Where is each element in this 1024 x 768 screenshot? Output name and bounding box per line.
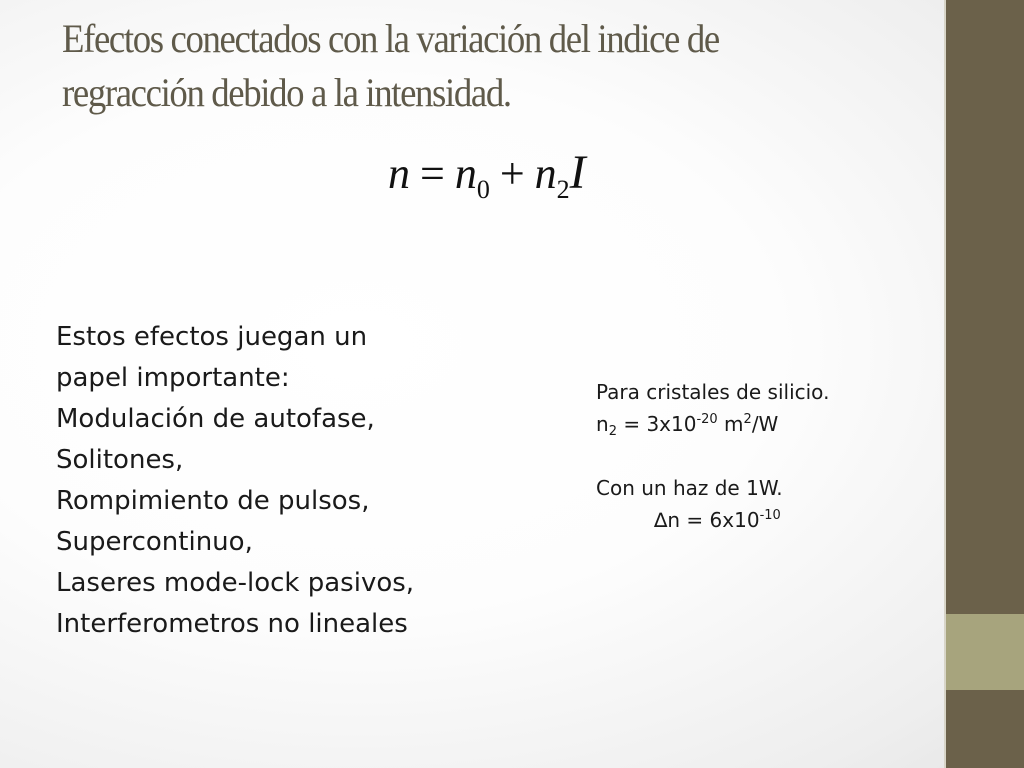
n2-eq: = 3x10 (616, 412, 697, 436)
delta-symbol: ∆ (654, 508, 668, 532)
n2-unit-base: m (717, 412, 744, 436)
spacer (596, 440, 936, 472)
delta-exp: -10 (759, 508, 781, 523)
delta-n-line (596, 504, 936, 536)
sidebar-top-block (946, 0, 1024, 614)
beam-line: Con un haz de 1W. (596, 476, 783, 500)
list-item: Rompimiento de pulsos, (56, 486, 370, 516)
formula-lhs: n (388, 149, 410, 198)
list-item: Estos efectos juegan un (56, 322, 368, 352)
delta-text: n = 6x10 (667, 508, 760, 532)
list-item: Laseres mode-lock pasivos, (56, 568, 415, 598)
n2-sub: 2 (608, 424, 617, 439)
n2-value-line (596, 408, 936, 440)
list-item: papel importante: (56, 363, 290, 393)
n2-base: n (596, 412, 609, 436)
sidebar-accent-band (946, 614, 1024, 690)
n2-unit-exp: 2 (743, 412, 752, 427)
silicon-info-box (596, 376, 936, 536)
formula-term2-sub: 2 (556, 175, 570, 204)
formula-term1-sub: 0 (476, 175, 490, 204)
slide-title: Efectos conectados con la variación del indice de regracción debido a la intensidad. (62, 16, 719, 115)
list-item: Supercontinuo, (56, 527, 253, 557)
refractive-index-formula (388, 145, 586, 204)
effects-list (56, 317, 476, 645)
list-item: Solitones, (56, 445, 184, 475)
list-item: Modulación de autofase, (56, 404, 375, 434)
silicon-heading: Para cristales de silicio. (596, 380, 830, 404)
list-item: Interferometros no lineales (56, 609, 408, 639)
formula-term1-base: n (454, 149, 477, 198)
formula-term2-var: I (569, 146, 586, 199)
n2-exp: -20 (696, 412, 718, 427)
formula-plus: + (499, 149, 525, 198)
sidebar-bottom-block (946, 690, 1024, 768)
formula-equals: = (420, 149, 445, 198)
n2-unit-tail: /W (751, 412, 779, 436)
formula-term2-base: n (534, 149, 557, 198)
